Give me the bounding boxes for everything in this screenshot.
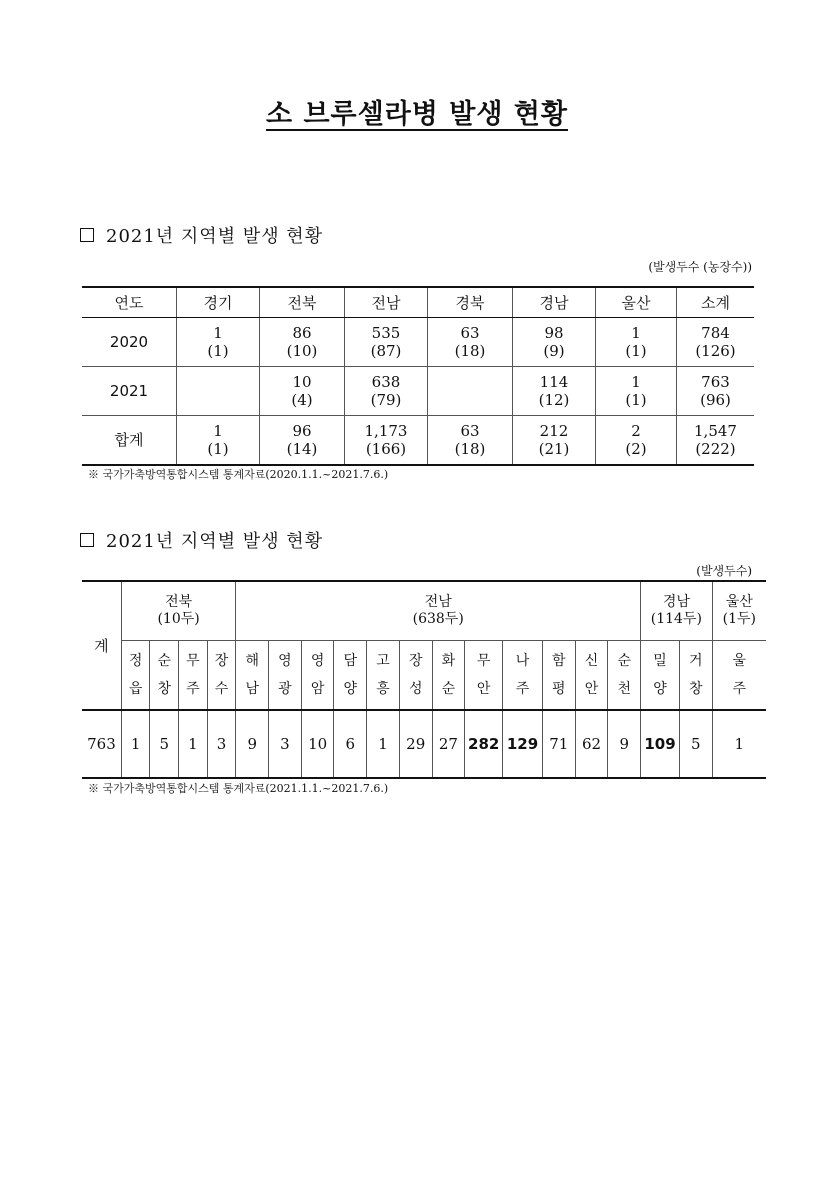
district-value: 5 [150,710,179,778]
col-header: 울산 [596,287,677,318]
district-value: 109 [641,710,680,778]
cell-count: 114 [539,373,569,391]
yearly-table-header-row [82,287,754,318]
cell-farms: (1) [207,342,229,360]
group-header-jeonbuk: 전북 (10두) [121,581,236,641]
district-header: 고 흥 [367,641,400,711]
cell-farms: (222) [695,440,736,458]
district-header: 담 양 [334,641,367,711]
col-header: 전남 [345,287,428,318]
table-cell [260,367,345,416]
district-value: 1 [367,710,400,778]
cell-farms: (126) [695,342,736,360]
district-value: 282 [465,710,503,778]
row-label: 합계 [82,416,177,466]
table-cell [260,318,345,367]
table-cell [345,318,428,367]
district-header: 해 남 [236,641,269,711]
table-cell [513,318,596,367]
table-cell [345,367,428,416]
cell-count: 1,173 [364,422,408,440]
section1-heading [80,222,323,248]
district-value: 1 [121,710,150,778]
cell-farms: (18) [454,440,486,458]
table-cell [513,416,596,466]
district-value: 9 [236,710,269,778]
yearly-table-row [82,416,754,466]
cell-count: 784 [701,324,730,342]
total-value: 763 [82,710,121,778]
cell-farms: (9) [543,342,565,360]
cell-count: 63 [460,422,480,440]
district-value: 62 [575,710,608,778]
district-header: 장 수 [207,641,236,711]
row-label: 2020 [82,318,177,367]
cell-count: 535 [371,324,401,342]
section1-unit: (발생두수 (농장수)) [648,260,752,274]
district-value: 129 [503,710,543,778]
cell-count: 96 [292,422,312,440]
cell-farms: (10) [286,342,318,360]
cell-farms: (2) [625,440,647,458]
district-value: 29 [399,710,432,778]
cell-farms: (79) [370,391,402,409]
district-table [82,580,766,779]
col-header: 경북 [428,287,513,318]
row-label: 2021 [82,367,177,416]
section2-unit: (발생두수) [696,564,752,578]
section2-note: ※ 국가가축방역통합시스템 통계자료(2021.1.1.~2021.7.6.) [88,782,389,795]
district-header: 순 천 [608,641,641,711]
table-cell [596,318,677,367]
table-cell [177,318,260,367]
district-header: 순 창 [150,641,179,711]
page-title: 소 브루셀라병 발생 현황 [265,99,569,130]
col-header: 전북 [260,287,345,318]
district-header: 장 성 [399,641,432,711]
checkbox-square-icon [80,533,94,547]
cell-farms: (21) [538,440,570,458]
cell-farms: (1) [207,440,229,458]
cell-farms: (12) [538,391,570,409]
district-header: 화 순 [432,641,465,711]
cell-count: 763 [701,373,730,391]
table-cell [345,416,428,466]
district-value: 5 [679,710,712,778]
cell-farms: (166) [365,440,407,458]
col-header: 경남 [513,287,596,318]
cell-farms: (14) [286,440,318,458]
cell-count: 1 [631,324,641,342]
table-cell [596,416,677,466]
cell-count: 638 [371,373,401,391]
cell-count: 212 [539,422,569,440]
district-value: 1 [712,710,766,778]
section1-heading-text: 2021년 지역별 발생 현황 [106,226,324,247]
table-cell [677,416,755,466]
cell-count: 86 [292,324,312,342]
district-header: 영 암 [301,641,334,711]
col-header: 연도 [82,287,177,318]
table-cell [677,367,755,416]
table-cell [428,416,513,466]
yearly-table-row [82,318,754,367]
district-header: 밀 양 [641,641,680,711]
district-header: 정 읍 [121,641,150,711]
cell-count: 63 [460,324,480,342]
district-header: 울 주 [712,641,766,711]
cell-count: 2 [631,422,641,440]
table-cell [677,318,755,367]
district-value: 10 [301,710,334,778]
district-header: 영 광 [269,641,302,711]
district-header: 무 주 [179,641,208,711]
section1-note: ※ 국가가축방역통합시스템 통계자료(2020.1.1.~2021.7.6.) [88,468,389,481]
cell-count: 1 [213,422,223,440]
cell-farms: (1) [625,342,647,360]
district-header: 거 창 [679,641,712,711]
cell-count: 1 [213,324,223,342]
district-header: 무 안 [465,641,503,711]
table-cell [260,416,345,466]
district-value: 1 [179,710,208,778]
group-header-jeonnam: 전남 (638두) [236,581,641,641]
cell-farms: (1) [625,391,647,409]
cell-farms: (4) [291,391,313,409]
group-header-gyeongnam: 경남 (114두) [641,581,713,641]
district-value: 27 [432,710,465,778]
checkbox-square-icon [80,228,94,242]
table-cell [428,318,513,367]
district-value: 9 [608,710,641,778]
col-header: 소계 [677,287,755,318]
cell-farms: (96) [700,391,731,409]
table-cell [177,367,260,416]
cell-count: 1 [631,373,641,391]
total-header: 계 [82,581,121,710]
yearly-table-row [82,367,754,416]
cell-count: 1,547 [694,422,737,440]
district-value: 71 [542,710,575,778]
cell-farms: (18) [454,342,486,360]
table-cell [177,416,260,466]
col-header: 경기 [177,287,260,318]
cell-count: 10 [292,373,312,391]
district-header: 나 주 [503,641,543,711]
district-header: 신 안 [575,641,608,711]
section2-heading-text: 2021년 지역별 발생 현황 [106,531,324,552]
district-value: 3 [207,710,236,778]
district-value: 3 [269,710,302,778]
cell-count: 98 [544,324,564,342]
group-header-ulsan: 울산 (1두) [712,581,766,641]
yearly-table [82,286,754,466]
cell-farms: (87) [370,342,402,360]
district-header: 함 평 [542,641,575,711]
section2-heading [80,527,323,553]
table-cell [428,367,513,416]
table-cell [596,367,677,416]
district-value: 6 [334,710,367,778]
table-cell [513,367,596,416]
